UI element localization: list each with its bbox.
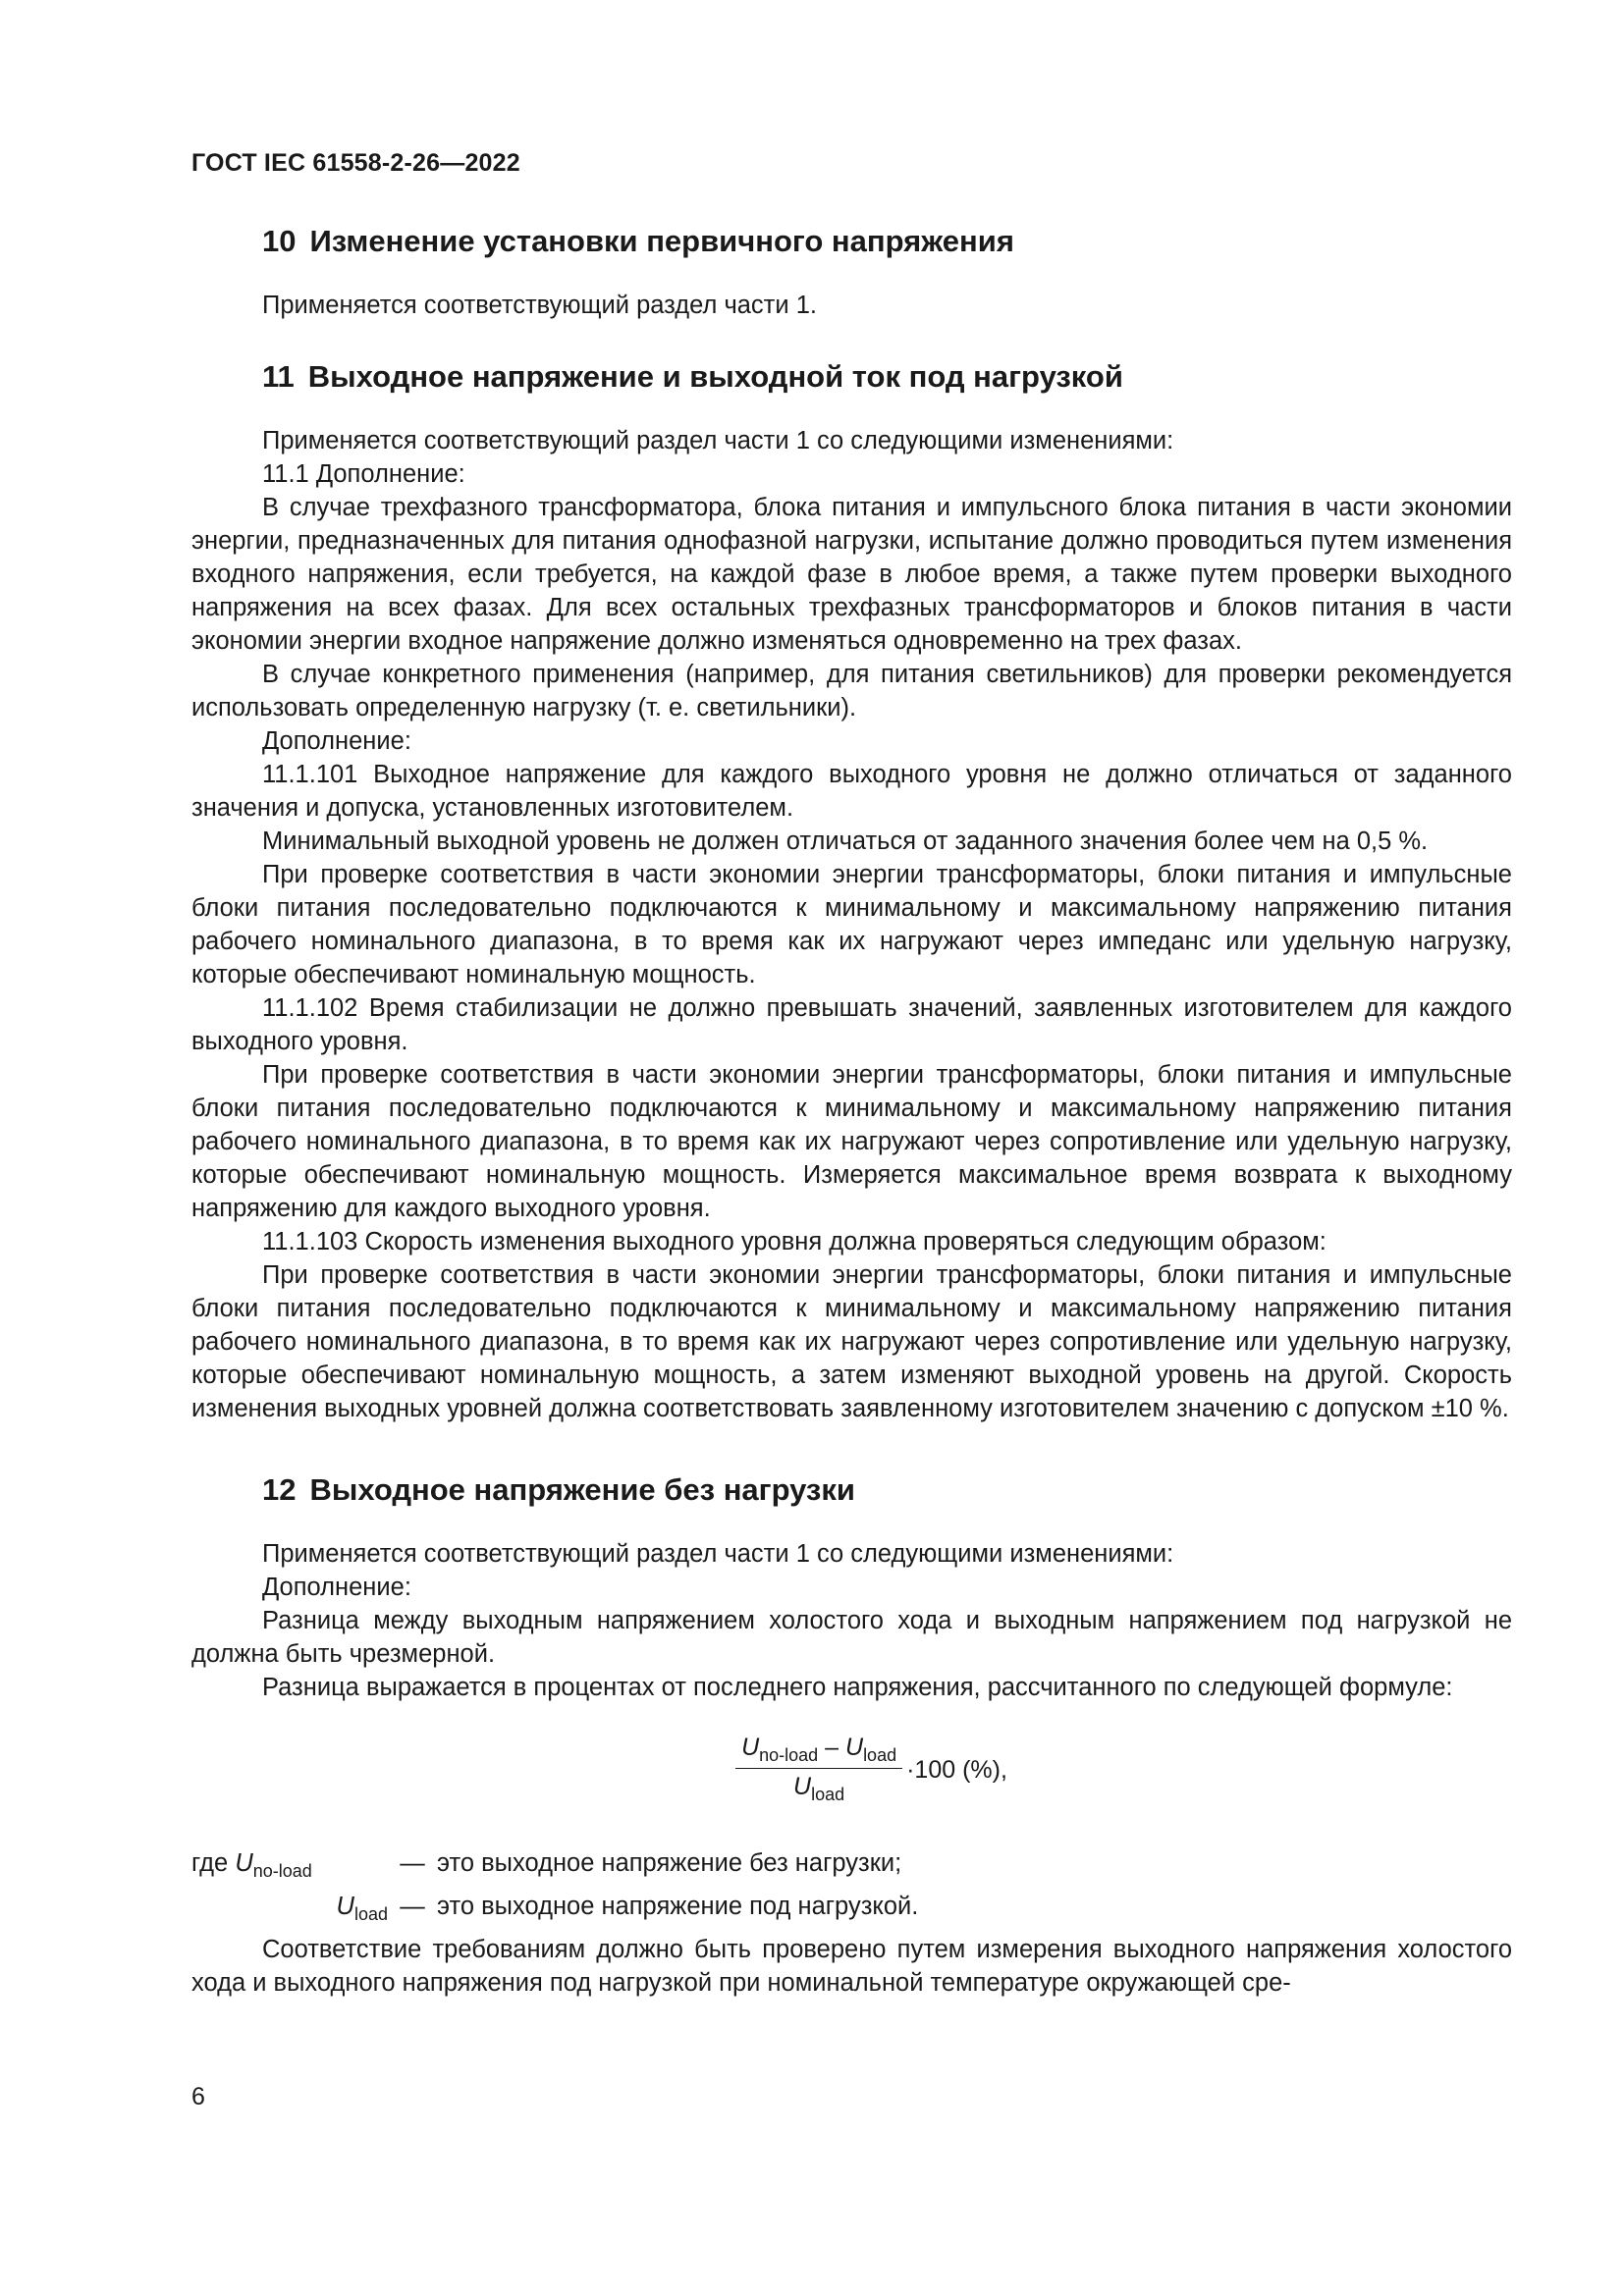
section-heading xyxy=(191,353,1512,400)
clause-11-1-103: 11.1.103 Скорость изменения выходного уровня должна проверяться следующим образом: xyxy=(262,1228,1326,1255)
paragraph: Соответствие требованиям должно быть проверено путем измерения выходного напряжения холостого хода и выходного напряжения под нагрузкой при номинальной температуре окружающей сре- xyxy=(191,1936,1512,1997)
section-number: 12 xyxy=(262,1472,297,1507)
definition-text: это выходное напряжение под нагрузкой. xyxy=(437,1893,919,1920)
paragraph: Применяется соответствующий раздел части 1 со следующими изменениями: xyxy=(262,1540,1174,1568)
section-10 xyxy=(191,218,1512,322)
formula-multiplier: ·100 (%), xyxy=(906,1756,1007,1784)
section-number: 11 xyxy=(262,359,295,394)
section-heading xyxy=(191,218,1512,265)
formula-fraction xyxy=(735,1734,902,1805)
section-12 xyxy=(191,1467,1512,2000)
formula-numerator: $U_{no-load} - U_{load}$ xyxy=(735,1734,902,1769)
section-11 xyxy=(191,353,1512,1425)
paragraph: Применяется соответствующий раздел части 1 со следующими изменениями: xyxy=(262,427,1174,454)
paragraph: Минимальный выходной уровень не должен отличаться от заданного значения более чем на 0,5 %. xyxy=(262,828,1429,855)
paragraph: При проверке соответствия в части экономии энергии трансформаторы, блоки питания и импульсные блоки питания последовательно подключаются к минимальному и максимальному напряжению питания рабочего номинального диапазона, в то время как их нагружают через сопротивление или удельную нагрузку, которые обеспечивают номинальную мощность, а затем изменяют выходной уровень на другой. Скорость изменения выходных уровней должна соответствовать заявленному изготовителем значению с допуском ±10 %. xyxy=(191,1261,1512,1422)
paragraph: Разница между выходным напряжением холостого хода и выходным напряжением под нагрузкой не должна быть чрезмерной. xyxy=(191,1607,1512,1668)
clause-11-1-101: 11.1.101 Выходное напряжение для каждого выходного уровня не должно отличаться от заданного значения и допуска, установленных изготовителем. xyxy=(191,761,1512,822)
paragraph: Разница выражается в процентах от последнего напряжения, рассчитанного по следующей формуле: xyxy=(262,1674,1453,1701)
section-title: Выходное напряжение без нагрузки xyxy=(309,1472,855,1507)
definition-row: где $U_{no-load}$ — это выходное напряжение без нагрузки; xyxy=(191,1846,1512,1890)
definition-text: это выходное напряжение без нагрузки; xyxy=(437,1849,902,1877)
paragraph: В случае конкретного применения (например, для питания светильников) для проверки рекомендуется использовать определенную нагрузку (т. е. светильники). xyxy=(191,661,1512,721)
clause-11-1-label: 11.1 Дополнение: xyxy=(262,460,465,488)
section-title: Выходное напряжение и выходной ток под нагрузкой xyxy=(307,359,1123,394)
where-prefix: где xyxy=(191,1849,229,1877)
definition-row: $U_{load}$ — это выходное напряжение под нагрузкой. xyxy=(191,1890,1512,1933)
clause-11-1-102: 11.1.102 Время стабилизации не должно превышать значений, заявленных изготовителем для каждого выходного уровня. xyxy=(191,994,1512,1055)
paragraph: При проверке соответствия в части экономии энергии трансформаторы, блоки питания и импульсные блоки питания последовательно подключаются к минимальному и максимальному напряжению питания рабочего номинального диапазона, в то время как их нагружают через импеданс или удельную нагрузку, которые обеспечивают номинальную мощность. xyxy=(191,861,1512,988)
section-title: Изменение установки первичного напряжения xyxy=(309,224,1014,258)
section-number: 10 xyxy=(262,224,297,258)
paragraph: При проверке соответствия в части экономии энергии трансформаторы, блоки питания и импульсные блоки питания последовательно подключаются к минимальному и максимальному напряжению питания рабочего номинального диапазона, в то время как их нагружают через сопротивление или удельную нагрузку, которые обеспечивают номинальную мощность. Измеряется максимальное время возврата к выходному напряжению для каждого выходного уровня. xyxy=(191,1061,1512,1222)
page-content xyxy=(191,218,1512,2000)
page-number: 6 xyxy=(191,2083,205,2110)
voltage-difference-formula xyxy=(191,1734,1512,1805)
variable-definitions xyxy=(191,1846,1512,1933)
formula-denominator: $U_{load}$ xyxy=(793,1773,845,1804)
paragraph: В случае трехфазного трансформатора, блока питания и импульсного блока питания в части экономии энергии, предназначенных для питания однофазной нагрузки, испытание должно проводиться путем изменения входного напряжения, если требуется, на каждой фазе в любое время, а также путем проверки выходного напряжения на всех фазах. Для всех остальных трехфазных трансформаторов и блоков питания в части экономии энергии входное напряжение должно изменяться одновременно на трех фазах. xyxy=(191,494,1512,655)
addition-label: Дополнение: xyxy=(262,727,411,755)
addition-label: Дополнение: xyxy=(262,1574,411,1601)
paragraph: Применяется соответствующий раздел части 1. xyxy=(262,292,817,319)
standard-header: ГОСТ IEC 61558-2-26—2022 xyxy=(191,149,520,177)
section-heading xyxy=(191,1467,1512,1514)
